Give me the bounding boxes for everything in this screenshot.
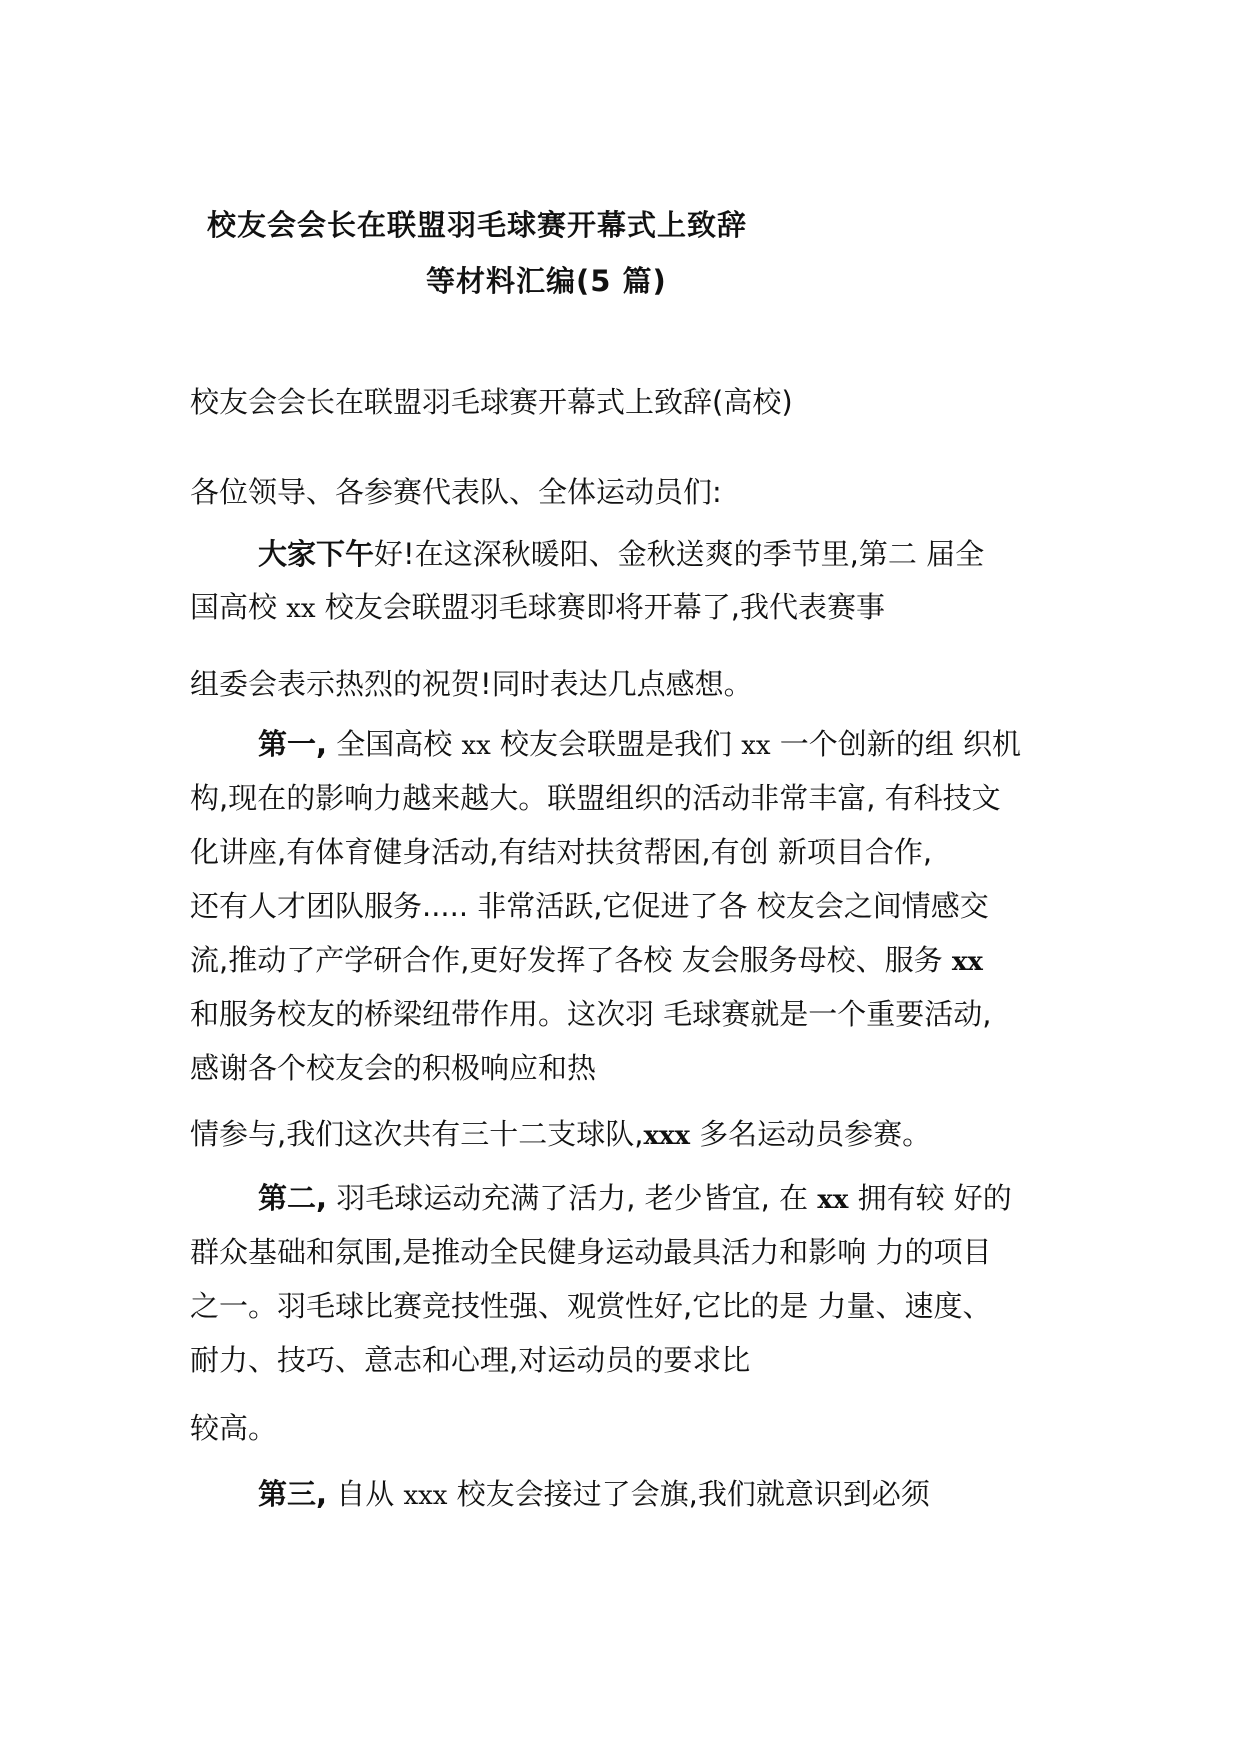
paragraph-2-line-7: 感谢各个校友会的积极响应和热 xyxy=(190,1051,597,1085)
paragraph-3-lead: 第二, xyxy=(258,1181,328,1215)
paragraph-4-line-1 xyxy=(258,1472,930,1513)
paragraph-2-text: 校友会联盟是我们 xyxy=(490,727,742,761)
paragraph-3-line-4: 耐力、技巧、意志和心理,对运动员的要求比 xyxy=(190,1343,751,1377)
placeholder-xx: xx xyxy=(286,594,316,624)
paragraph-1-line-1 xyxy=(258,532,984,573)
paragraph-4-lead: 第三, xyxy=(258,1477,328,1511)
paragraph-2-line-1 xyxy=(258,722,1021,763)
paragraph-1-line-3: 组委会表示热烈的祝贺!同时表达几点感想。 xyxy=(190,667,753,701)
paragraph-2-text: 情参与,我们这次共有三十二支球队, xyxy=(190,1117,644,1151)
paragraph-4-text: 校友会接过了会旗,我们就意识到必须 xyxy=(447,1477,930,1511)
placeholder-xx: xx xyxy=(951,947,983,977)
document-title-line2: 等材料汇编(5 篇) xyxy=(426,264,667,298)
paragraph-2-text: 多名运动员参赛。 xyxy=(689,1117,932,1151)
paragraph-1-lead: 大家下午 xyxy=(258,537,375,571)
paragraph-1-text: 校友会联盟羽毛球赛即将开幕了,我代表赛事 xyxy=(315,590,885,624)
document-title-line1: 校友会会长在联盟羽毛球赛开幕式上致辞 xyxy=(207,208,748,242)
paragraph-1-text: 好!在这深秋暖阳、金秋送爽的季节里,第二 届全 xyxy=(374,537,985,571)
paragraph-3-line-3: 之一。羽毛球比赛竞技性强、观赏性好,它比的是 力量、速度、 xyxy=(190,1289,992,1323)
placeholder-xx: xx xyxy=(741,731,771,761)
section-subtitle: 校友会会长在联盟羽毛球赛开幕式上致辞(高校) xyxy=(190,385,793,419)
placeholder-xx: xx xyxy=(817,1185,849,1215)
paragraph-3-text: 拥有较 好的 xyxy=(848,1181,1012,1215)
paragraph-2-line-3: 化讲座,有体育健身活动,有结对扶贫帮困,有创 新项目合作, xyxy=(190,835,933,869)
paragraph-2-text: 全国高校 xyxy=(327,727,462,761)
paragraph-3-line-5: 较高。 xyxy=(190,1411,278,1445)
placeholder-xx: xx xyxy=(461,731,491,761)
paragraph-1-line-2 xyxy=(190,585,885,626)
paragraph-2-line-6: 和服务校友的桥梁纽带作用。这次羽 毛球赛就是一个重要活动, xyxy=(190,997,992,1031)
paragraph-1-text: 国高校 xyxy=(190,590,287,624)
paragraph-2-text: 一个创新的组 织机 xyxy=(770,727,1021,761)
paragraph-2-line-8 xyxy=(190,1112,931,1153)
paragraph-2-line-4: 还有人才团队服务..... 非常活跃,它促进了各 校友会之间情感交 xyxy=(190,889,989,923)
paragraph-4-text: 自从 xyxy=(327,1477,404,1511)
paragraph-3-line-1 xyxy=(258,1176,1012,1217)
placeholder-xxx: xxx xyxy=(643,1121,690,1151)
paragraph-2-line-2: 构,现在的影响力越来越大。联盟组织的活动非常丰富, 有科技文 xyxy=(190,781,1001,815)
paragraph-2-line-5 xyxy=(190,938,983,979)
salutation: 各位领导、各参赛代表队、全体运动员们: xyxy=(190,475,722,509)
paragraph-2-text: 流,推动了产学研合作,更好发挥了各校 友会服务母校、服务 xyxy=(190,943,952,977)
placeholder-xxx: xxx xyxy=(403,1481,448,1511)
paragraph-3-text: 羽毛球运动充满了活力, 老少皆宜, 在 xyxy=(327,1181,818,1215)
paragraph-3-line-2: 群众基础和氛围,是推动全民健身运动最具活力和影响 力的项目 xyxy=(190,1235,992,1269)
paragraph-2-lead: 第一, xyxy=(258,727,328,761)
